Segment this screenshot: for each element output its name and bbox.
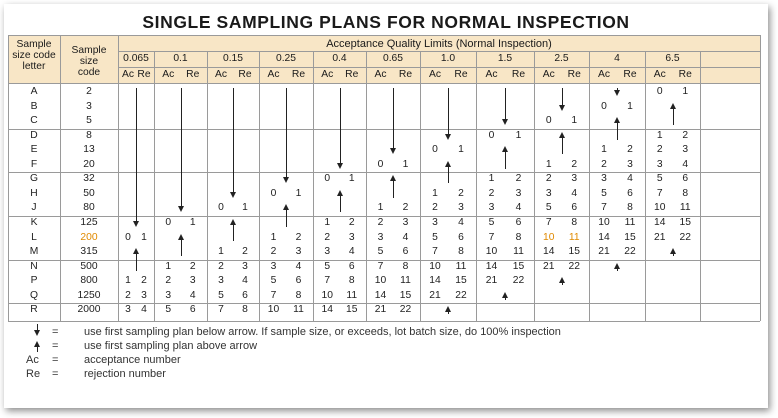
re-value: 15 xyxy=(512,260,525,272)
re-value: 22 xyxy=(455,289,467,301)
re-value: 8 xyxy=(295,289,302,301)
up-arrow-shaft xyxy=(673,108,674,126)
ac-value: 1 xyxy=(432,187,438,199)
down-arrow-icon xyxy=(614,90,620,96)
ac-value: 14 xyxy=(654,216,666,228)
aql-level-header: 0.65 xyxy=(382,53,404,64)
ac-value: 1 xyxy=(218,246,224,258)
re-value: 6 xyxy=(682,173,689,185)
ac-value: 0 xyxy=(125,231,131,243)
size-code-letter: A xyxy=(30,86,38,97)
legend-text: use first sampling plan below arrow. If sample size, or exceeds, lot batch size, do 100% inspection xyxy=(84,325,561,338)
down-arrow-shaft xyxy=(393,88,394,149)
re-value: 2 xyxy=(141,275,147,287)
legend-text: acceptance number xyxy=(84,353,181,366)
re-value: 4 xyxy=(348,246,355,258)
sample-size: 5 xyxy=(86,115,92,127)
aql-level-header: 4 xyxy=(614,53,620,64)
ac-value: 7 xyxy=(324,275,331,287)
down-arrow-icon xyxy=(133,221,139,227)
re-value: 2 xyxy=(682,129,689,141)
aql-level-header: 1.5 xyxy=(497,53,513,64)
down-arrow-icon xyxy=(337,163,343,169)
re-value: 1 xyxy=(295,187,302,199)
re-value: 6 xyxy=(189,304,196,316)
re-value: 1 xyxy=(348,173,355,185)
ac-value: 7 xyxy=(656,187,663,199)
sample-size: 13 xyxy=(83,144,95,156)
legend-text: rejection number xyxy=(84,367,166,380)
ac-value: 5 xyxy=(377,246,384,258)
re-value: 8 xyxy=(402,260,409,272)
re-value: 6 xyxy=(348,260,355,272)
aql-level-header: 6.5 xyxy=(665,53,680,64)
ac-value: 0 xyxy=(165,216,172,228)
re-value: 1 xyxy=(242,202,248,214)
ac-value: 7 xyxy=(545,216,552,228)
ac-value: 2 xyxy=(656,144,663,156)
ac-value: 3 xyxy=(165,289,172,301)
rule-header-top xyxy=(8,35,760,36)
re-value: 3 xyxy=(571,173,578,185)
re-value: 22 xyxy=(624,246,636,258)
ac-value: 0 xyxy=(545,115,552,127)
re-value: 4 xyxy=(242,275,248,287)
ac-value: 14 xyxy=(321,304,333,316)
ac-value: 10 xyxy=(267,304,280,316)
size-code-letter: D xyxy=(30,129,38,141)
re-value: 2 xyxy=(515,173,522,185)
down-arrow-shaft xyxy=(562,88,563,106)
re-value: 3 xyxy=(627,158,633,170)
sample-size: 8 xyxy=(86,129,92,141)
re-value: 15 xyxy=(399,289,412,301)
ac-value: 21 xyxy=(654,231,666,243)
ac-value: 5 xyxy=(488,216,495,228)
re-value: 6 xyxy=(571,202,578,214)
down-arrow-icon xyxy=(445,134,451,140)
ac-value: 5 xyxy=(165,304,172,316)
size-code-letter: J xyxy=(31,202,37,214)
re-value: 4 xyxy=(571,187,578,199)
re-value: 22 xyxy=(512,275,525,287)
ac-value: 2 xyxy=(125,289,131,301)
sample-size: 500 xyxy=(80,260,98,272)
re-value: 1 xyxy=(141,231,147,243)
re-value: 4 xyxy=(515,202,522,214)
ac-value: 0 xyxy=(324,173,331,185)
ac-value: 7 xyxy=(218,304,224,316)
ac-value: 0 xyxy=(432,144,438,156)
size-code-letter: Q xyxy=(29,289,38,301)
aql-level-header: 0.15 xyxy=(222,53,244,64)
re-value: 4 xyxy=(402,231,409,243)
ac-value: 2 xyxy=(165,275,172,287)
re-value: 2 xyxy=(571,158,578,170)
ac-value: 2 xyxy=(324,231,331,243)
sample-size: 50 xyxy=(83,187,95,199)
down-arrow-shaft xyxy=(181,88,182,207)
legend-equals: = xyxy=(52,353,59,366)
re-value: 1 xyxy=(571,115,578,127)
size-code-letter: E xyxy=(30,144,38,156)
aql-level-header: 0.4 xyxy=(332,53,347,64)
re-header: Re xyxy=(186,69,200,80)
down-arrow-icon xyxy=(178,206,184,212)
up-arrow-icon xyxy=(34,341,40,347)
ac-value: 10 xyxy=(485,246,498,258)
legend-equals: = xyxy=(52,325,59,338)
up-arrow-shaft xyxy=(617,268,618,271)
size-code-letter: C xyxy=(30,115,38,127)
legend-symbol: Re xyxy=(26,367,41,380)
re-header: Re xyxy=(454,69,468,80)
ac-value: 3 xyxy=(218,275,224,287)
ac-value: 10 xyxy=(654,202,666,214)
re-value: 1 xyxy=(189,216,196,228)
re-value: 11 xyxy=(400,275,411,287)
ac-value: 3 xyxy=(324,246,331,258)
re-header: Re xyxy=(398,69,413,80)
re-value: 4 xyxy=(189,289,196,301)
ac-header: Ac xyxy=(485,69,498,80)
sample-size: 1250 xyxy=(77,289,101,301)
re-value: 3 xyxy=(189,275,196,287)
rule-aql-level xyxy=(118,67,760,68)
ac-header: Ac xyxy=(374,69,387,80)
re-value: 3 xyxy=(402,216,409,228)
aql-group-header: Acceptance Quality Limits (Normal Inspection) xyxy=(326,38,552,50)
ac-value: 21 xyxy=(543,260,555,272)
ac-header: Ac xyxy=(597,69,611,80)
column-divider xyxy=(589,51,590,321)
ac-value: 10 xyxy=(598,216,610,228)
up-arrow-shaft xyxy=(340,195,341,213)
ac-value: 5 xyxy=(601,187,607,199)
ac-header: Ac xyxy=(321,69,334,80)
ac-value: 5 xyxy=(432,231,438,243)
up-arrow-shaft xyxy=(181,239,182,257)
up-arrow-shaft xyxy=(393,180,394,198)
sample-size: 3 xyxy=(86,100,92,112)
re-value: 11 xyxy=(624,216,636,228)
up-arrow-shaft xyxy=(562,137,563,155)
ac-value: 0 xyxy=(601,100,607,112)
legend-equals: = xyxy=(52,339,59,352)
size-code-letter: F xyxy=(30,158,38,170)
re-value: 11 xyxy=(293,304,304,316)
down-arrow-shaft xyxy=(233,88,234,193)
re-value: 4 xyxy=(295,260,302,272)
re-value: 11 xyxy=(568,231,580,243)
down-arrow-shaft xyxy=(340,88,341,164)
re-value: 22 xyxy=(399,304,412,316)
ac-value: 14 xyxy=(598,231,610,243)
ac-value: 10 xyxy=(543,231,555,243)
re-value: 3 xyxy=(295,246,302,258)
re-value: 1 xyxy=(627,100,633,112)
size-code-letter: P xyxy=(30,275,38,287)
ac-value: 14 xyxy=(429,275,441,287)
ac-value: 1 xyxy=(165,260,172,272)
sample-size: 2 xyxy=(86,86,92,97)
legend-equals: = xyxy=(52,367,59,380)
size-code-letter: K xyxy=(30,216,38,228)
aql-level-header: 0.065 xyxy=(123,53,149,64)
ac-value: 2 xyxy=(601,158,607,170)
ac-value: 21 xyxy=(374,304,387,316)
re-value: 11 xyxy=(513,246,524,258)
ac-header: Ac xyxy=(162,69,175,80)
ac-header: Ac xyxy=(542,69,555,80)
up-arrow-shaft xyxy=(136,253,137,271)
aql-level-header: 0.25 xyxy=(275,53,297,64)
rule-header-bottom xyxy=(8,83,760,84)
re-value: 6 xyxy=(515,216,522,228)
ac-value: 3 xyxy=(377,231,384,243)
down-arrow-icon xyxy=(230,192,236,198)
re-value: 15 xyxy=(679,216,691,228)
ac-value: 10 xyxy=(374,275,387,287)
ac-value: 0 xyxy=(656,86,663,97)
re-value: 6 xyxy=(242,289,248,301)
re-value: 3 xyxy=(348,231,355,243)
down-arrow-icon xyxy=(502,119,508,125)
sample-size: 800 xyxy=(80,275,98,287)
column-divider xyxy=(534,51,535,321)
size-code-letter: B xyxy=(30,100,38,112)
sample-size: 32 xyxy=(83,173,95,185)
re-value: 8 xyxy=(242,304,248,316)
ac-value: 21 xyxy=(485,275,498,287)
ac-value: 1 xyxy=(545,158,552,170)
ac-value: 3 xyxy=(270,260,277,272)
re-value: 8 xyxy=(348,275,355,287)
re-header: Re xyxy=(623,69,637,80)
re-header: Re xyxy=(238,69,252,80)
ac-value: 1 xyxy=(270,231,277,243)
ac-header: Ac xyxy=(121,69,135,80)
ac-value: 10 xyxy=(321,289,333,301)
column-divider xyxy=(700,51,701,321)
sample-size: 315 xyxy=(80,246,98,258)
size-code-letter: R xyxy=(30,304,38,316)
down-arrow-shaft xyxy=(286,88,287,178)
down-arrow-icon xyxy=(34,330,40,336)
rule-table-bottom xyxy=(8,321,760,322)
re-value: 8 xyxy=(682,187,689,199)
ac-value: 0 xyxy=(488,129,495,141)
ac-value: 3 xyxy=(545,187,552,199)
re-header: Re xyxy=(678,69,692,80)
aql-level-header: 1.0 xyxy=(440,53,456,64)
re-value: 8 xyxy=(571,216,578,228)
re-value: 11 xyxy=(346,289,358,301)
ac-value: 5 xyxy=(545,202,552,214)
re-value: 6 xyxy=(295,275,302,287)
ac-value: 5 xyxy=(656,173,663,185)
ac-header: Ac xyxy=(214,69,228,80)
ac-value: 2 xyxy=(432,202,438,214)
ac-value: 2 xyxy=(377,216,384,228)
re-header: Re xyxy=(137,69,151,80)
size-code-letter: N xyxy=(30,260,38,272)
up-arrow-shaft xyxy=(448,311,449,314)
ac-header: Ac xyxy=(428,69,442,80)
aql-level-header: 2.5 xyxy=(554,53,569,64)
ac-value: 2 xyxy=(270,246,277,258)
re-value: 8 xyxy=(627,202,633,214)
re-value: 2 xyxy=(348,216,355,228)
ac-value: 3 xyxy=(656,158,663,170)
up-arrow-shaft xyxy=(286,209,287,227)
ac-value: 0 xyxy=(218,202,224,214)
re-value: 22 xyxy=(568,260,580,272)
re-value: 11 xyxy=(455,260,467,272)
ac-value: 2 xyxy=(545,173,552,185)
re-header: Re xyxy=(567,69,581,80)
re-value: 4 xyxy=(682,158,689,170)
re-value: 11 xyxy=(679,202,691,214)
up-arrow-shaft xyxy=(505,151,506,169)
re-value: 2 xyxy=(242,246,248,258)
down-arrow-shaft xyxy=(505,88,506,120)
re-value: 2 xyxy=(402,202,409,214)
ac-value: 3 xyxy=(125,304,131,316)
re-value: 15 xyxy=(568,246,580,258)
sample-size: 2000 xyxy=(77,304,101,316)
ac-value: 0 xyxy=(270,187,277,199)
ac-value: 3 xyxy=(601,173,607,185)
sample-size: 200 xyxy=(80,231,98,243)
ac-value: 14 xyxy=(374,289,387,301)
letter-column-header: Sample size code letter xyxy=(12,39,56,72)
up-arrow-shaft xyxy=(233,224,234,242)
re-value: 4 xyxy=(627,173,633,185)
legend-symbol: Ac xyxy=(26,353,39,366)
re-value: 3 xyxy=(141,289,147,301)
page-title: SINGLE SAMPLING PLANS FOR NORMAL INSPECTION xyxy=(142,12,630,32)
down-arrow-icon xyxy=(559,105,565,111)
re-header: Re xyxy=(511,69,526,80)
re-value: 2 xyxy=(189,260,196,272)
re-value: 3 xyxy=(682,144,689,156)
ac-value: 14 xyxy=(543,246,555,258)
re-value: 1 xyxy=(682,86,689,97)
table-card xyxy=(4,4,768,408)
ac-value: 5 xyxy=(270,275,277,287)
ac-value: 2 xyxy=(488,187,495,199)
re-value: 2 xyxy=(627,144,633,156)
ac-value: 5 xyxy=(324,260,331,272)
ac-value: 7 xyxy=(488,231,495,243)
re-value: 15 xyxy=(624,231,636,243)
re-value: 2 xyxy=(295,231,302,243)
ac-value: 1 xyxy=(656,129,663,141)
re-value: 4 xyxy=(141,304,147,316)
ac-value: 7 xyxy=(377,260,384,272)
down-arrow-icon xyxy=(283,177,289,183)
re-value: 6 xyxy=(402,246,409,258)
re-value: 15 xyxy=(346,304,358,316)
re-value: 3 xyxy=(515,187,522,199)
size-column-header: Sample size code xyxy=(71,45,107,78)
ac-value: 1 xyxy=(125,275,131,287)
up-arrow-shaft xyxy=(617,122,618,140)
aql-level-header: 0.1 xyxy=(173,53,188,64)
size-code-letter: L xyxy=(31,231,37,243)
ac-value: 7 xyxy=(432,246,438,258)
sample-size: 20 xyxy=(83,158,95,170)
sample-size: 125 xyxy=(80,216,98,228)
down-arrow-icon xyxy=(390,148,396,154)
ac-value: 3 xyxy=(488,202,495,214)
ac-value: 3 xyxy=(432,216,438,228)
re-value: 6 xyxy=(458,231,464,243)
ac-value: 2 xyxy=(218,260,224,272)
ac-value: 1 xyxy=(324,216,331,228)
ac-value: 21 xyxy=(598,246,610,258)
ac-value: 10 xyxy=(429,260,441,272)
ac-value: 1 xyxy=(488,173,495,185)
re-value: 3 xyxy=(242,260,248,272)
re-value: 8 xyxy=(458,246,464,258)
ac-value: 1 xyxy=(377,202,384,214)
ac-header: Ac xyxy=(267,69,280,80)
up-arrow-shaft xyxy=(673,253,674,256)
sample-size: 80 xyxy=(83,202,95,214)
ac-value: 21 xyxy=(429,289,441,301)
re-value: 22 xyxy=(679,231,691,243)
re-value: 8 xyxy=(515,231,522,243)
size-code-letter: M xyxy=(29,246,39,258)
size-code-letter: G xyxy=(29,173,38,185)
re-header: Re xyxy=(291,69,306,80)
re-header: Re xyxy=(345,69,359,80)
re-value: 1 xyxy=(402,158,409,170)
ac-value: 7 xyxy=(601,202,607,214)
re-value: 3 xyxy=(458,202,464,214)
re-value: 2 xyxy=(458,187,464,199)
re-value: 15 xyxy=(455,275,467,287)
ac-value: 1 xyxy=(601,144,607,156)
ac-header: Ac xyxy=(653,69,666,80)
rule-aql-group xyxy=(118,51,760,52)
column-divider xyxy=(760,35,761,321)
up-arrow-shaft xyxy=(562,282,563,285)
re-value: 1 xyxy=(515,129,522,141)
up-arrow-shaft xyxy=(448,166,449,184)
re-value: 4 xyxy=(458,216,464,228)
down-arrow-shaft xyxy=(448,88,449,135)
up-arrow-shaft xyxy=(505,297,506,300)
re-value: 1 xyxy=(458,144,464,156)
ac-value: 7 xyxy=(270,289,277,301)
ac-value: 14 xyxy=(485,260,498,272)
down-arrow-shaft xyxy=(136,88,137,222)
legend-text: use first sampling plan above arrow xyxy=(84,339,258,352)
ac-value: 5 xyxy=(218,289,224,301)
re-value: 6 xyxy=(627,187,633,199)
ac-value: 0 xyxy=(377,158,384,170)
size-code-letter: H xyxy=(30,187,38,199)
